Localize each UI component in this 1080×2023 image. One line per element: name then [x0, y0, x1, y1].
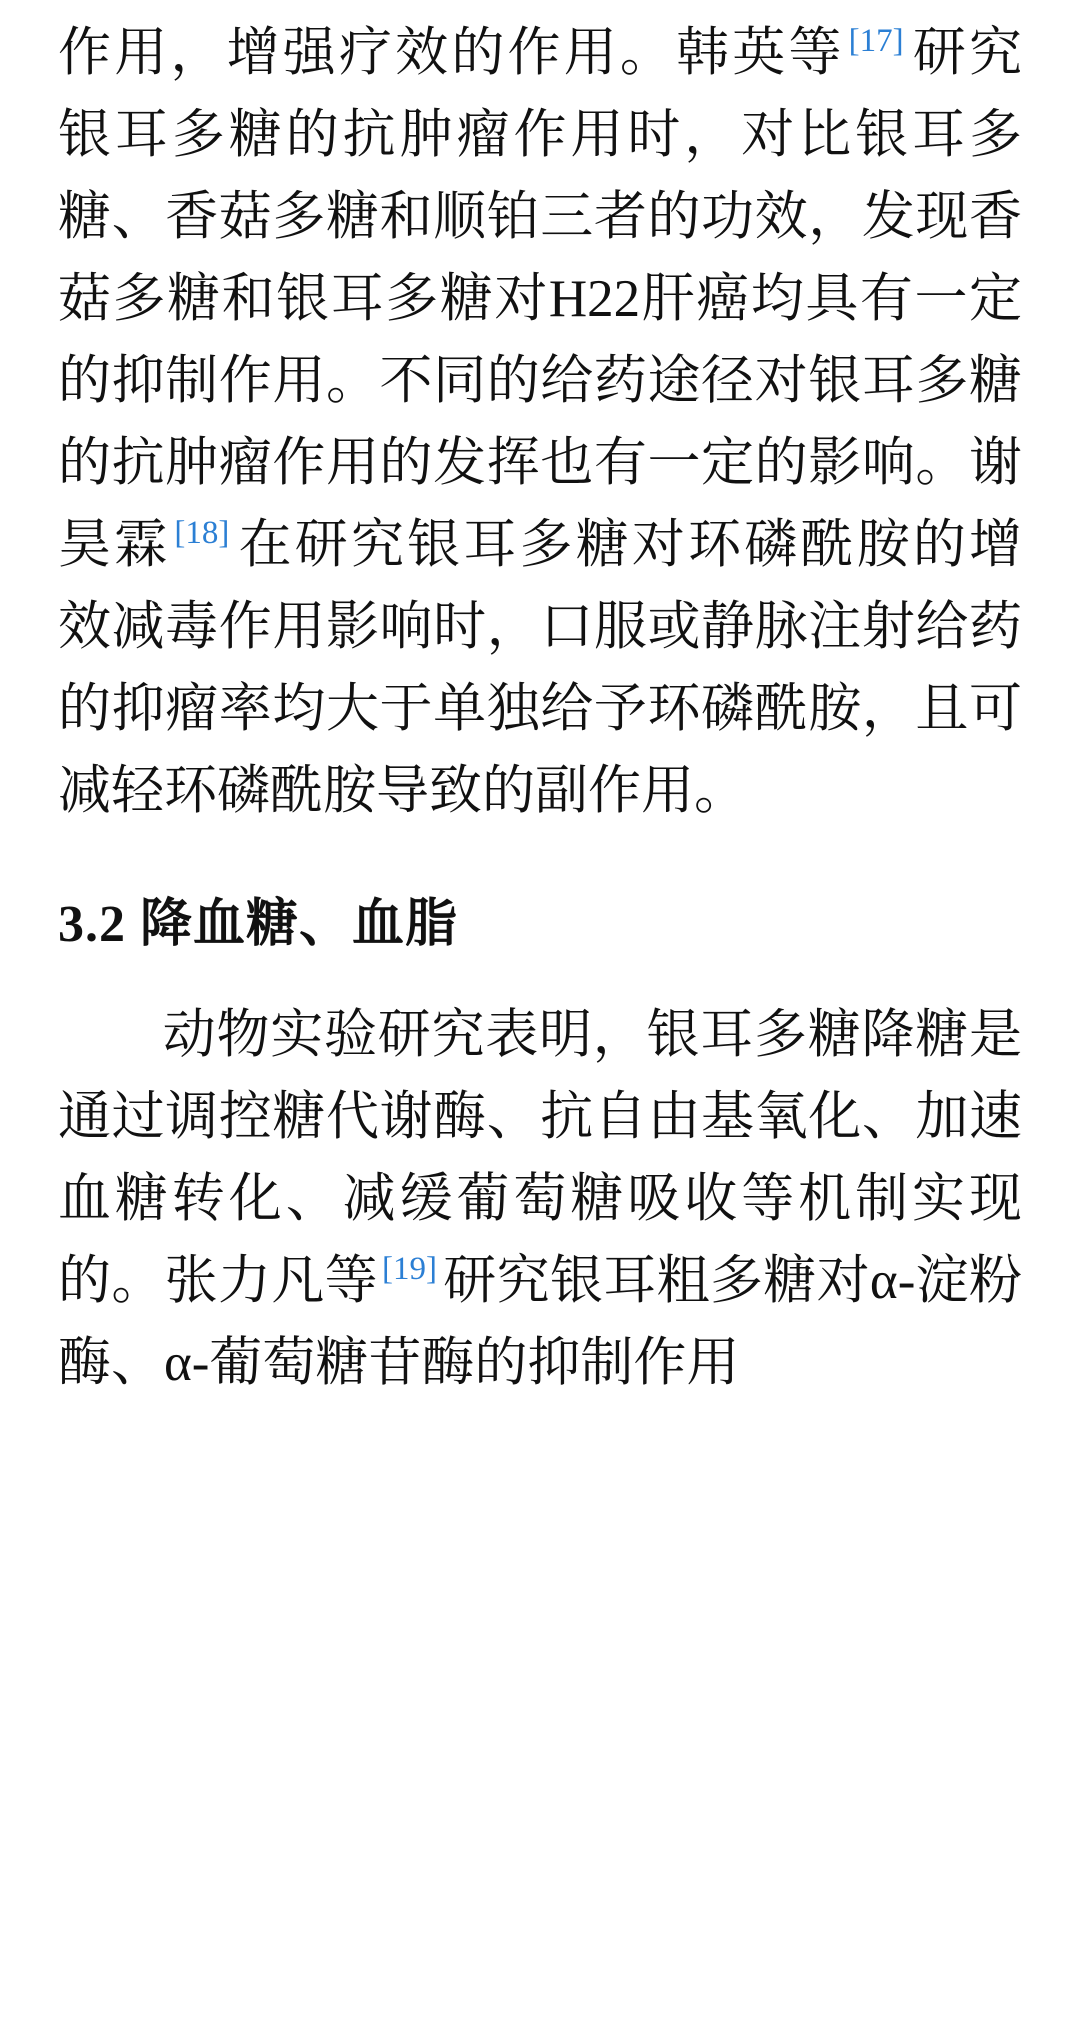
paragraph-1-text-part-3: 在研究银耳多糖对环磷酰胺的增效减毒作用影响时，口服或静脉注射给药的抑瘤率均大于单独给予环磷酰胺，且可减轻环磷酰胺导致的副作用。 — [58, 516, 1023, 820]
body-paragraph-2 — [58, 994, 1022, 1404]
reference-marker-17[interactable]: [17] — [848, 23, 904, 60]
paragraph-2-text-part-1: 动物实验研究表明，银耳多糖降糖是通过调控糖代谢酶、抗自由基氧化、加速血糖转化、减缓葡萄糖吸收等机制实现的。张力凡等 — [58, 1006, 1022, 1310]
body-paragraph-1 — [58, 0, 1022, 832]
reference-marker-19[interactable]: [19] — [381, 1251, 437, 1288]
paragraph-1-text-part-1: 作用，增强疗效的作用。韩英等 — [58, 24, 845, 82]
paragraph-1-text-part-2: 研究银耳多糖的抗肿瘤作用时，对比银耳多糖、香菇多糖和顺铂三者的功效，发现香菇多糖和银耳多糖对H22肝癌均具有一定的抑制作用。不同的给药途径对银耳多糖的抗肿瘤作用的发挥也有一定的影响。谢昊霖 — [58, 24, 1023, 574]
section-heading-3-2: 3.2 降血糖、血脂 — [58, 896, 459, 953]
reference-marker-18[interactable]: [18] — [174, 515, 230, 552]
paragraph-2-text-part-2: 研究银耳粗多糖对α-淀粉酶、α-葡萄糖苷酶的抑制作用 — [58, 1252, 1023, 1392]
